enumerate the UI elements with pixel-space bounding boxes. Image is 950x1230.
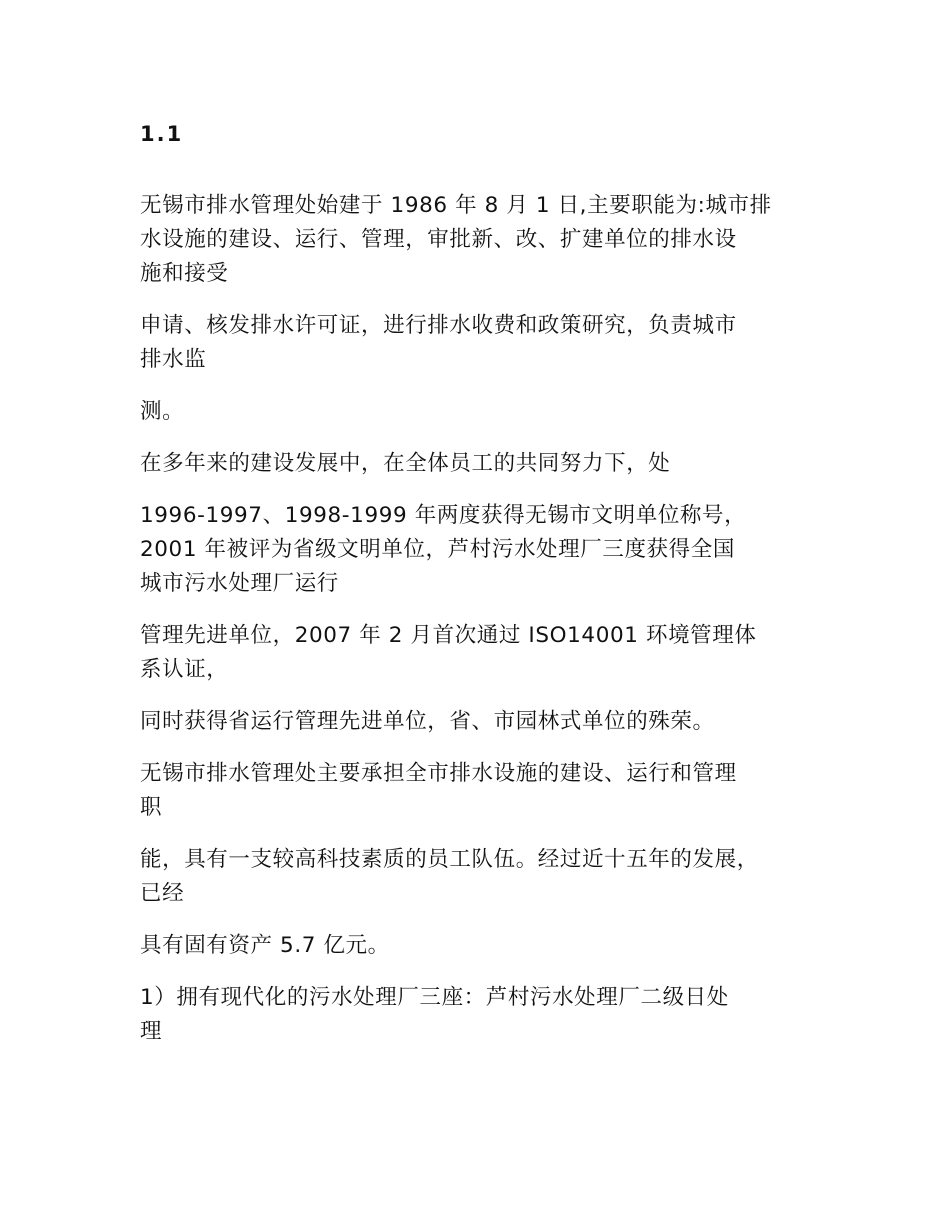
text-line: 理 xyxy=(140,1019,163,1044)
text-line: 施和接受 xyxy=(140,261,229,286)
paragraph-development xyxy=(140,447,820,481)
text-line: 无锡市排水管理处主要承担全市排水设施的建设、运行和管理 xyxy=(140,761,737,786)
text-line: 职 xyxy=(140,795,163,820)
text-line: 同时获得省运行管理先进单位，省、市园林式单位的殊荣。 xyxy=(140,709,715,734)
text-line: 城市污水处理厂运行 xyxy=(140,571,339,596)
section-heading: 1.1 xyxy=(140,122,184,146)
text-line: 无锡市排水管理处始建于 1986 年 8 月 1 日,主要职能为:城市排 xyxy=(140,193,772,218)
text-line: 申请、核发排水许可证，进行排水收费和政策研究，负责城市 xyxy=(140,313,737,338)
document-body xyxy=(140,117,820,1067)
paragraph-monitoring xyxy=(140,395,820,429)
text-line: 排水监 xyxy=(140,347,207,372)
text-line: 能，具有一支较高科技素质的员工队伍。经过近十五年的发展， xyxy=(140,847,759,872)
paragraph-intro xyxy=(140,189,820,291)
paragraph-staff xyxy=(140,843,820,911)
text-line: 2001 年被评为省级文明单位，芦村污水处理厂三度获得全国 xyxy=(140,537,735,562)
text-line: 系认证， xyxy=(140,657,229,682)
text-line: 1）拥有现代化的污水处理厂三座：芦村污水处理厂二级日处 xyxy=(140,985,729,1010)
paragraph-plants xyxy=(140,981,820,1049)
text-line: 管理先进单位，2007 年 2 月首次通过 ISO14001 环境管理体 xyxy=(140,623,757,648)
paragraph-assets xyxy=(140,929,820,963)
text-line: 测。 xyxy=(140,399,185,424)
text-line: 已经 xyxy=(140,881,185,906)
paragraph-awards xyxy=(140,705,820,739)
text-line: 水设施的建设、运行、管理，审批新、改、扩建单位的排水设 xyxy=(140,227,737,252)
text-line: 在多年来的建设发展中，在全体员工的共同努力下，处 xyxy=(140,451,671,476)
paragraph-certification xyxy=(140,619,820,687)
paragraph-permits xyxy=(140,309,820,377)
text-line: 具有固有资产 5.7 亿元。 xyxy=(140,933,390,958)
paragraph-responsibilities xyxy=(140,757,820,825)
paragraph-honors xyxy=(140,499,820,601)
text-line: 1996-1997、1998-1999 年两度获得无锡市文明单位称号， xyxy=(140,503,747,528)
